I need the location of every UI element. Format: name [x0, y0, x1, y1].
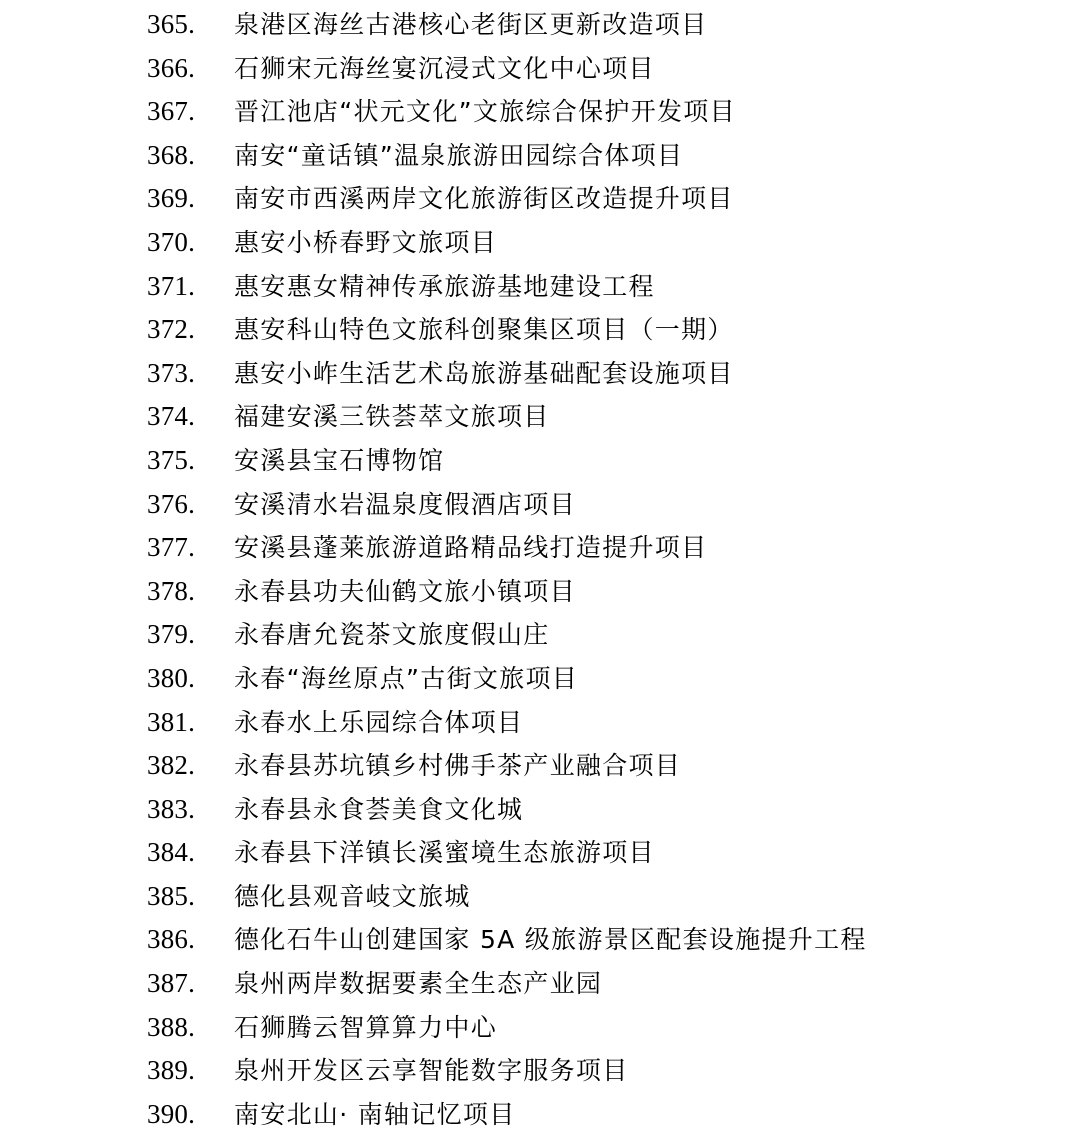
- list-item: [0, 1006, 1080, 1050]
- item-number: 383.: [147, 793, 196, 824]
- list-item: [0, 439, 1080, 483]
- item-number: 372.: [147, 314, 196, 345]
- list-item: [0, 352, 1080, 396]
- list-item: [0, 3, 1080, 47]
- list-item: [0, 90, 1080, 134]
- list-item: [0, 221, 1080, 265]
- item-number: 389.: [147, 1055, 196, 1086]
- item-number: 376.: [147, 488, 196, 519]
- list-item: [0, 701, 1080, 745]
- list-item: [0, 962, 1080, 1006]
- item-number: 382.: [147, 750, 196, 781]
- list-item: [0, 265, 1080, 309]
- item-number: 378.: [147, 575, 196, 606]
- item-text: 泉港区海丝古港核心老街区更新改造项目: [234, 10, 708, 39]
- list-item: [0, 47, 1080, 91]
- item-number: 385.: [147, 880, 196, 911]
- item-number: 377.: [147, 532, 196, 563]
- list-item: [0, 526, 1080, 570]
- list-item: [0, 483, 1080, 527]
- list-item: [0, 1049, 1080, 1093]
- item-text: 惠安科山特色文旅科创聚集区项目（一期）: [234, 315, 734, 345]
- item-number: 365.: [147, 9, 196, 39]
- item-number: 373.: [147, 357, 196, 388]
- item-number: 366.: [147, 52, 196, 83]
- list-item: [0, 308, 1080, 352]
- item-text: 晋江池店“状元文化”文旅综合保护开发项目: [234, 97, 736, 127]
- item-number: 388.: [147, 1011, 196, 1042]
- list-item: [0, 744, 1080, 788]
- item-number: 367.: [147, 96, 196, 127]
- item-text: 安溪县宝石博物馆: [234, 445, 445, 475]
- list-item: [0, 613, 1080, 657]
- item-text: 惠安小桥春野文旅项目: [234, 227, 498, 257]
- list-item: [0, 788, 1080, 832]
- item-text: 惠安惠女精神传承旅游基地建设工程: [234, 271, 655, 301]
- item-text: 永春水上乐园综合体项目: [234, 707, 524, 737]
- item-text: 永春县功夫仙鹤文旅小镇项目: [234, 576, 576, 606]
- item-text: 永春县苏坑镇乡村佛手茶产业融合项目: [234, 751, 682, 781]
- item-text: 石狮宋元海丝宴沉浸式文化中心项目: [234, 53, 655, 83]
- item-number: 386.: [147, 924, 196, 955]
- item-text: 泉州开发区云享智能数字服务项目: [234, 1056, 629, 1086]
- item-number: 368.: [147, 139, 196, 170]
- list-item: [0, 918, 1080, 962]
- project-list: [0, 3, 1080, 1136]
- item-text: 福建安溪三铁荟萃文旅项目: [234, 402, 550, 432]
- item-text: 德化县观音岐文旅城: [234, 881, 471, 911]
- list-item: [0, 177, 1080, 221]
- item-number: 371.: [147, 270, 196, 301]
- item-text: 德化石牛山创建国家 5A 级旅游景区配套设施提升工程: [234, 925, 867, 955]
- item-text: 安溪清水岩温泉度假酒店项目: [234, 489, 576, 519]
- item-text: 南安市西溪两岸文化旅游街区改造提升项目: [234, 184, 734, 214]
- list-item: [0, 657, 1080, 701]
- item-number: 390.: [147, 1098, 196, 1129]
- item-number: 384.: [147, 837, 196, 868]
- list-item: [0, 395, 1080, 439]
- item-number: 370.: [147, 226, 196, 257]
- item-number: 374.: [147, 401, 196, 432]
- list-item: [0, 570, 1080, 614]
- item-text: 永春县下洋镇长溪蜜境生态旅游项目: [234, 838, 655, 868]
- item-text: 惠安小岞生活艺术岛旅游基础配套设施项目: [234, 358, 734, 388]
- item-text: 永春县永食荟美食文化城: [234, 794, 524, 824]
- list-item: [0, 134, 1080, 178]
- item-text: 南安北山· 南轴记忆项目: [234, 1099, 516, 1129]
- item-text: 安溪县蓬莱旅游道路精品线打造提升项目: [234, 533, 708, 563]
- item-text: 石狮腾云智算算力中心: [234, 1012, 498, 1042]
- item-number: 369.: [147, 183, 196, 214]
- list-item: [0, 875, 1080, 919]
- item-number: 381.: [147, 706, 196, 737]
- item-text: 永春“海丝原点”古街文旅项目: [234, 663, 579, 693]
- list-item: [0, 1093, 1080, 1137]
- item-text: 永春唐允瓷茶文旅度假山庄: [234, 620, 550, 650]
- item-number: 387.: [147, 968, 196, 999]
- list-item: [0, 831, 1080, 875]
- item-text: 南安“童话镇”温泉旅游田园综合体项目: [234, 140, 684, 170]
- item-number: 375.: [147, 444, 196, 475]
- item-number: 379.: [147, 619, 196, 650]
- item-number: 380.: [147, 662, 196, 693]
- item-text: 泉州两岸数据要素全生态产业园: [234, 969, 603, 999]
